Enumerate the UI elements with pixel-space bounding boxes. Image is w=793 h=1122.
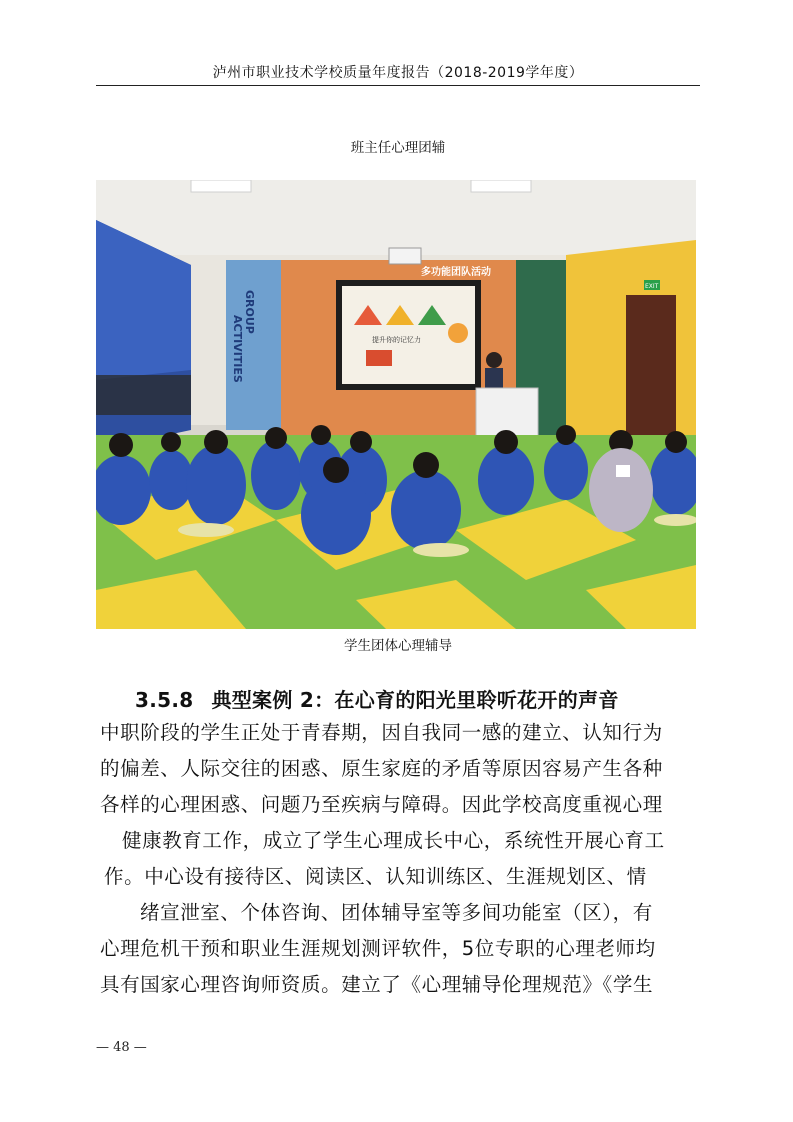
caption-photo: 学生团体心理辅导 — [344, 638, 452, 654]
body-line: 绪宣泄室、个体咨询、团体辅导室等多间功能室（区），有 — [140, 901, 653, 924]
body-line: 具有国家心理咨询师资质。建立了《心理辅导伦理规范》《学生 — [100, 973, 654, 996]
wall-activities-text: ACTIVITIES — [231, 315, 244, 383]
section-number: 3.5.8 — [135, 688, 194, 712]
body-line: 中职阶段的学生正处于青春期，因自我同一感的建立、认知行为 — [100, 721, 663, 744]
page-number: — 48 — — [96, 1040, 147, 1055]
wall-group-text: GROUP — [243, 290, 256, 334]
exit-sign: EXIT — [645, 283, 659, 290]
screen-text: 提升你的记忆力 — [372, 336, 421, 344]
wall-title-text: 多功能团队活动 — [421, 267, 491, 278]
body-line: 心理危机干预和职业生涯规划测评软件，5位专职的心理老师均 — [100, 937, 656, 960]
running-header: 泸州市职业技术学校质量年度报告（2018-2019学年度） — [212, 65, 584, 81]
body-line: 各样的心理困惑、问题乃至疾病与障碍。因此学校高度重视心理 — [100, 793, 663, 816]
section-heading — [135, 684, 619, 713]
caption-top: 班主任心理团辅 — [350, 140, 446, 156]
body-line: 作。中心设有接待区、阅读区、认知训练区、生涯规划区、情 — [104, 865, 647, 888]
body-line: 的偏差、人际交往的困惑、原生家庭的矛盾等原因容易产生各种 — [100, 757, 663, 780]
group-counseling-photo — [96, 180, 696, 629]
section-title: 典型案例 2：在心育的阳光里聆听花开的声音 — [211, 688, 619, 712]
header-rule — [96, 85, 700, 86]
body-line: 健康教育工作，成立了学生心理成长中心，系统性开展心育工 — [122, 829, 665, 852]
